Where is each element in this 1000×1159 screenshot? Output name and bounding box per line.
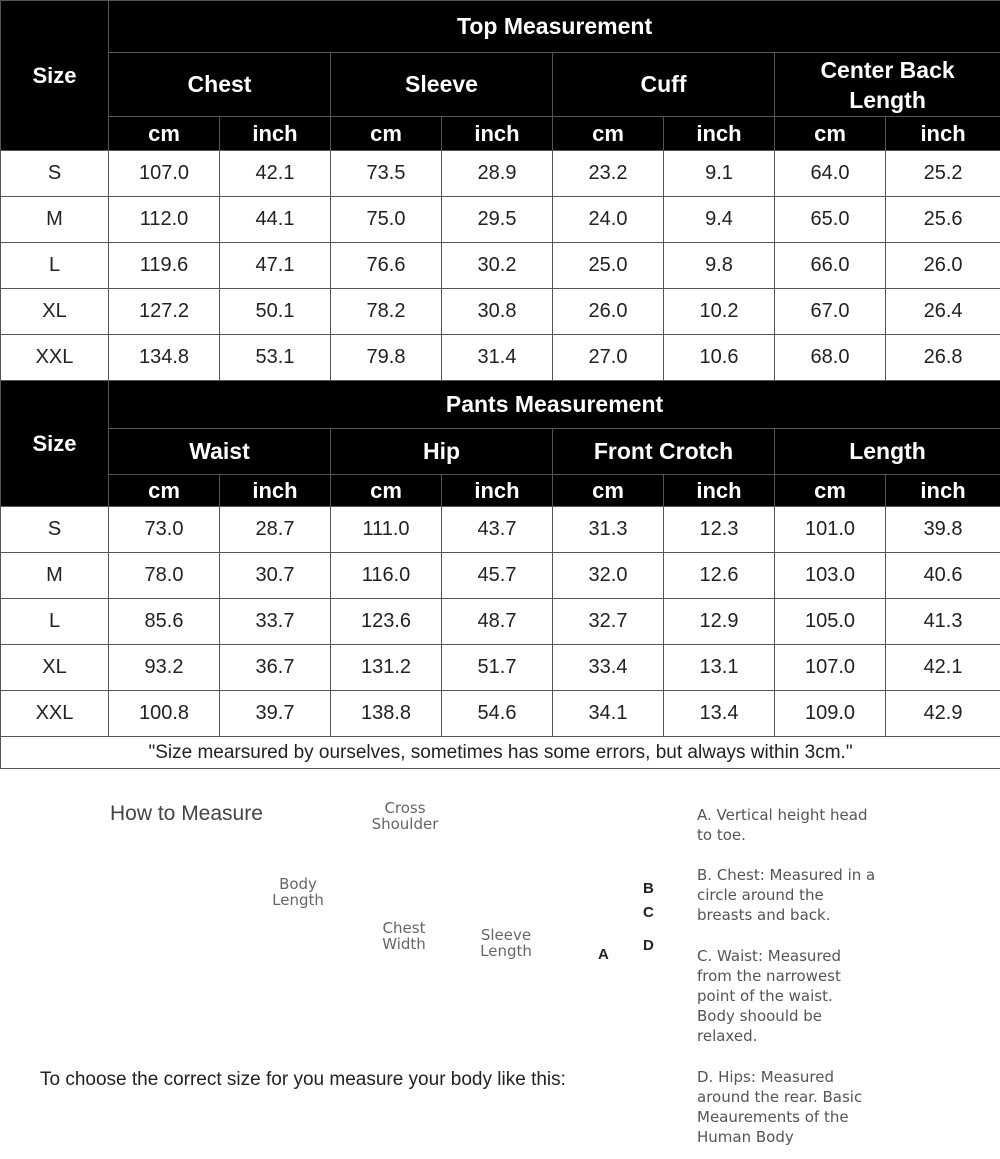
measurement-cell: 76.6 <box>331 243 442 289</box>
measurement-cell: 138.8 <box>331 691 442 737</box>
measurement-cell: 28.9 <box>442 151 553 197</box>
unit-header: inch <box>886 475 1000 507</box>
measurement-cell: 50.1 <box>220 289 331 335</box>
unit-header: inch <box>886 117 1000 151</box>
table-row <box>1 197 1000 243</box>
measurement-cell: 23.2 <box>553 151 664 197</box>
size-cell: L <box>1 243 109 289</box>
measurement-cell: 13.4 <box>664 691 775 737</box>
measurement-cell: 66.0 <box>775 243 886 289</box>
measurement-cell: 33.4 <box>553 645 664 691</box>
unit-header: cm <box>553 117 664 151</box>
pants-unit-row <box>1 475 1000 507</box>
top-group-header: Cuff <box>553 53 775 117</box>
measurement-cell: 12.6 <box>664 553 775 599</box>
measurement-cell: 109.0 <box>775 691 886 737</box>
unit-header: cm <box>553 475 664 507</box>
unit-header: inch <box>664 475 775 507</box>
measurement-cell: 12.3 <box>664 507 775 553</box>
measurement-cell: 79.8 <box>331 335 442 381</box>
pants-measurement-table <box>0 380 1000 769</box>
size-cell: XXL <box>1 691 109 737</box>
unit-header: inch <box>664 117 775 151</box>
top-group-header: Sleeve <box>331 53 553 117</box>
measurement-cell: 42.1 <box>220 151 331 197</box>
measurement-cell: 9.8 <box>664 243 775 289</box>
size-cell: M <box>1 197 109 243</box>
measure-instruction: To choose the correct size for you measure your body like this: <box>40 1069 566 1090</box>
table-row <box>1 599 1000 645</box>
marker-c: C <box>643 904 654 921</box>
measurement-cell: 32.0 <box>553 553 664 599</box>
measurement-cell: 45.7 <box>442 553 553 599</box>
measurement-cell: 29.5 <box>442 197 553 243</box>
measurement-cell: 39.8 <box>886 507 1000 553</box>
unit-header: inch <box>442 117 553 151</box>
unit-header: cm <box>109 117 220 151</box>
measurement-cell: 105.0 <box>775 599 886 645</box>
size-cell: L <box>1 599 109 645</box>
measurement-cell: 43.7 <box>442 507 553 553</box>
size-cell: S <box>1 151 109 197</box>
measurement-cell: 10.2 <box>664 289 775 335</box>
measurement-cell: 112.0 <box>109 197 220 243</box>
chest-width-label: Chest Width <box>374 920 434 952</box>
measurement-cell: 31.4 <box>442 335 553 381</box>
legend-item-b: B. Chest: Measured in a circle around the breasts and back. <box>697 866 876 924</box>
how-to-measure-title: How to Measure <box>110 802 263 825</box>
table-row <box>1 507 1000 553</box>
table-row <box>1 553 1000 599</box>
size-cell: S <box>1 507 109 553</box>
top-measurement-table <box>0 0 1000 381</box>
table-row <box>1 151 1000 197</box>
measurement-cell: 78.0 <box>109 553 220 599</box>
pants-group-header: Length <box>775 429 1000 475</box>
table-row <box>1 335 1000 381</box>
top-unit-row <box>1 117 1000 151</box>
measurement-cell: 25.2 <box>886 151 1000 197</box>
measurement-cell: 73.5 <box>331 151 442 197</box>
size-cell: XL <box>1 289 109 335</box>
marker-b: B <box>643 880 654 897</box>
size-cell: M <box>1 553 109 599</box>
unit-header: inch <box>220 475 331 507</box>
measurement-cell: 40.6 <box>886 553 1000 599</box>
measurement-cell: 9.1 <box>664 151 775 197</box>
unit-header: inch <box>442 475 553 507</box>
measurement-cell: 107.0 <box>109 151 220 197</box>
pants-table-body <box>1 507 1000 737</box>
measurement-cell: 67.0 <box>775 289 886 335</box>
measurement-cell: 26.0 <box>886 243 1000 289</box>
measurement-cell: 12.9 <box>664 599 775 645</box>
unit-header: inch <box>220 117 331 151</box>
table-row <box>1 289 1000 335</box>
measurement-cell: 30.7 <box>220 553 331 599</box>
measurement-cell: 36.7 <box>220 645 331 691</box>
pants-table-title: Pants Measurement <box>109 381 1000 429</box>
measurement-cell: 31.3 <box>553 507 664 553</box>
unit-header: cm <box>109 475 220 507</box>
measurement-cell: 42.9 <box>886 691 1000 737</box>
measurement-cell: 26.4 <box>886 289 1000 335</box>
top-group-header: Center Back Length <box>775 53 1000 117</box>
measurement-cell: 131.2 <box>331 645 442 691</box>
measurement-cell: 24.0 <box>553 197 664 243</box>
measurement-cell: 134.8 <box>109 335 220 381</box>
measurement-cell: 78.2 <box>331 289 442 335</box>
measurement-cell: 65.0 <box>775 197 886 243</box>
size-cell: XXL <box>1 335 109 381</box>
measurement-cell: 34.1 <box>553 691 664 737</box>
legend-item-c: C. Waist: Measured from the narrowest point of the waist. Body shoould be relaxed. <box>697 947 842 1045</box>
unit-header: cm <box>775 117 886 151</box>
measurement-cell: 42.1 <box>886 645 1000 691</box>
measurement-cell: 32.7 <box>553 599 664 645</box>
top-table-body <box>1 151 1000 381</box>
top-table-title: Top Measurement <box>109 1 1000 53</box>
measurement-cell: 26.8 <box>886 335 1000 381</box>
measurement-cell: 101.0 <box>775 507 886 553</box>
measurement-cell: 116.0 <box>331 553 442 599</box>
measurement-cell: 68.0 <box>775 335 886 381</box>
measurement-cell: 30.2 <box>442 243 553 289</box>
unit-header: cm <box>331 117 442 151</box>
legend-item-a: A. Vertical height head to toe. <box>697 806 868 844</box>
unit-header: cm <box>331 475 442 507</box>
measurement-cell: 26.0 <box>553 289 664 335</box>
pants-group-header: Front Crotch <box>553 429 775 475</box>
unit-header: cm <box>775 475 886 507</box>
measurement-cell: 25.0 <box>553 243 664 289</box>
measurement-cell: 47.1 <box>220 243 331 289</box>
top-size-header: Size <box>1 1 109 151</box>
measurement-cell: 93.2 <box>109 645 220 691</box>
measurement-cell: 51.7 <box>442 645 553 691</box>
measurement-cell: 48.7 <box>442 599 553 645</box>
pants-group-header: Hip <box>331 429 553 475</box>
size-cell: XL <box>1 645 109 691</box>
measurement-cell: 123.6 <box>331 599 442 645</box>
measurement-cell: 73.0 <box>109 507 220 553</box>
measurement-cell: 85.6 <box>109 599 220 645</box>
measurement-cell: 28.7 <box>220 507 331 553</box>
human-body-outline-icon <box>606 804 688 1128</box>
measurement-cell: 119.6 <box>109 243 220 289</box>
measurement-cell: 25.6 <box>886 197 1000 243</box>
table-row <box>1 691 1000 737</box>
measurement-cell: 10.6 <box>664 335 775 381</box>
measurement-cell: 13.1 <box>664 645 775 691</box>
marker-a: A <box>598 946 609 963</box>
measurement-cell: 111.0 <box>331 507 442 553</box>
measurement-cell: 127.2 <box>109 289 220 335</box>
measurement-cell: 54.6 <box>442 691 553 737</box>
pants-size-header: Size <box>1 381 109 507</box>
measurement-cell: 64.0 <box>775 151 886 197</box>
measurement-cell: 53.1 <box>220 335 331 381</box>
sleeve-length-label: Sleeve Length <box>476 927 536 959</box>
legend-item-d: D. Hips: Measured around the rear. Basic Meaurements of the Human Body <box>697 1068 863 1146</box>
measurement-cell: 41.3 <box>886 599 1000 645</box>
measurement-cell: 33.7 <box>220 599 331 645</box>
measurement-cell: 30.8 <box>442 289 553 335</box>
pants-group-header: Waist <box>109 429 331 475</box>
measurement-cell: 103.0 <box>775 553 886 599</box>
top-group-header: Chest <box>109 53 331 117</box>
measurement-cell: 75.0 <box>331 197 442 243</box>
cross-shoulder-label: Cross Shoulder <box>371 799 439 833</box>
measurement-cell: 27.0 <box>553 335 664 381</box>
body-length-label: Body Length <box>272 875 324 909</box>
measurement-cell: 100.8 <box>109 691 220 737</box>
measurement-cell: 9.4 <box>664 197 775 243</box>
table-row <box>1 243 1000 289</box>
marker-d: D <box>643 937 654 954</box>
table-row <box>1 645 1000 691</box>
measurement-cell: 44.1 <box>220 197 331 243</box>
size-disclaimer-note: "Size mearsured by ourselves, sometimes has some errors, but always within 3cm." <box>1 737 1000 769</box>
measurement-cell: 107.0 <box>775 645 886 691</box>
measurement-cell: 39.7 <box>220 691 331 737</box>
